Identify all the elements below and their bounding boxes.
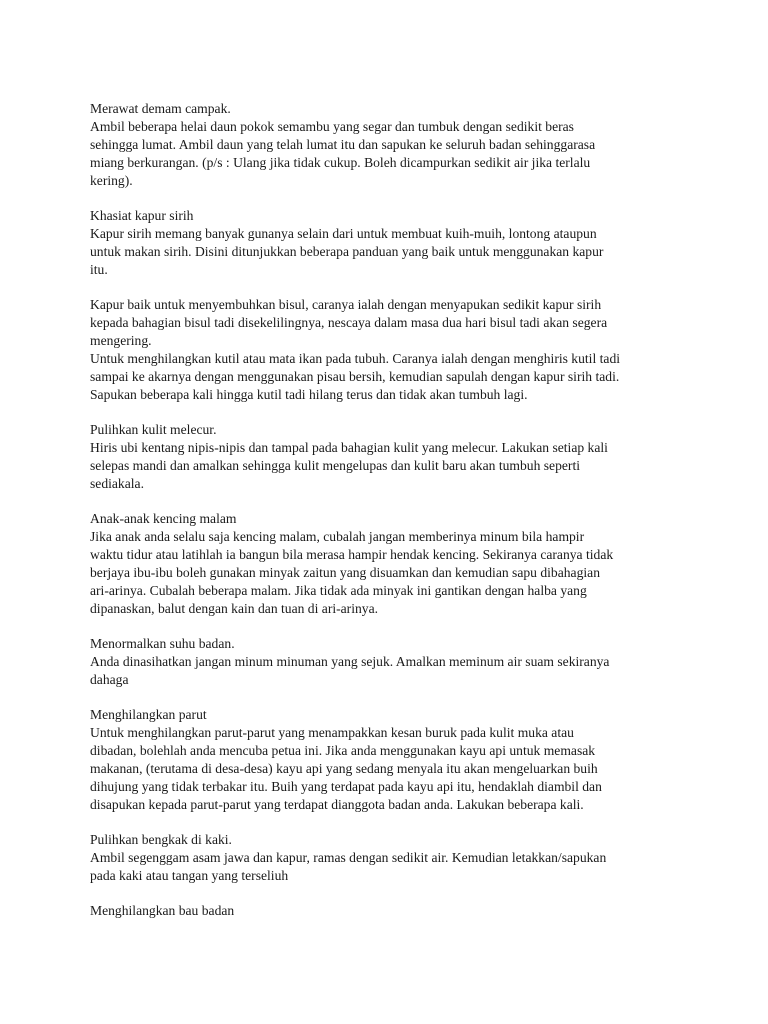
text-line: miang berkurangan. (p/s : Ulang jika tidak cukup. Boleh dicampurkan sedikit air jika terlalu [90,155,591,170]
section-heading: Pulihkan kulit melecur. [90,422,217,437]
text-line: ari-arinya. Cubalah beberapa malam. Jika tidak ada minyak ini gantikan dengan halba yang [90,583,587,598]
section-bau-badan [90,902,700,920]
section-paragraph [90,849,700,885]
section-heading: Pulihkan bengkak di kaki. [90,832,232,847]
text-line: selepas mandi dan amalkan sehingga kulit mengelupas dan kulit baru akan tumbuh seperti [90,458,580,473]
text-line: dahaga [90,672,129,687]
section-paragraph [90,528,700,618]
section-heading: Menormalkan suhu badan. [90,636,235,651]
text-line: makanan, (terutama di desa-desa) kayu api yang sedang menyala itu akan mengeluarkan buih [90,761,598,776]
section-heading: Anak-anak kencing malam [90,511,237,526]
text-line: Ambil segenggam asam jawa dan kapur, ramas dengan sedikit air. Kemudian letakkan/sapukan [90,850,607,865]
text-line: Untuk menghilangkan kutil atau mata ikan pada tubuh. Caranya ialah dengan menghiris kutil tadi [90,351,621,366]
section-heading: Menghilangkan parut [90,707,207,722]
text-line: Sapukan beberapa kali hingga kutil tadi hilang terus dan tidak akan tumbuh lagi. [90,387,528,402]
text-line: waktu tidur atau latihlah ia bangun bila merasa hampir hendak kencing. Sekiranya caranya tidak [90,547,614,562]
text-line: untuk makan sirih. Disini ditunjukkan beberapa panduan yang baik untuk menggunakan kapur [90,244,604,259]
text-line: Kapur baik untuk menyembuhkan bisul, caranya ialah dengan menyapukan sedikit kapur sirih [90,297,602,312]
text-line: kepada bahagian bisul tadi disekelilingnya, nescaya dalam masa dua hari bisul tadi akan segera [90,315,608,330]
text-line: pada kaki atau tangan yang terseliuh [90,868,289,883]
section-heading: Khasiat kapur sirih [90,208,194,223]
text-line: Untuk menghilangkan parut-parut yang menampakkan kesan buruk pada kulit muka atau [90,725,574,740]
document-page [90,100,700,937]
section-paragraph [90,653,700,689]
section-suhu-badan [90,635,700,689]
section-heading: Merawat demam campak. [90,101,231,116]
text-line: Anda dinasihatkan jangan minum minuman yang sejuk. Amalkan meminum air suam sekiranya [90,654,610,669]
text-line: itu. [90,262,108,277]
text-line: disapukan kepada parut-parut yang terdapat dianggota badan anda. Lakukan beberapa kali. [90,797,584,812]
text-line: sediakala. [90,476,144,491]
section-kapur-sirih [90,207,700,404]
text-line: berjaya ibu-ibu boleh gunakan minyak zaitun yang disuamkan dan kemudian sapu dibahagian [90,565,600,580]
text-line: dihujung yang tidak terbakar itu. Buih yang terdapat pada kayu api itu, hendaklah diambil dan [90,779,602,794]
text-line: sampai ke akarnya dengan menggunakan pisau bersih, kemudian sapulah dengan kapur sirih tadi. [90,369,620,384]
section-paragraph [90,118,700,190]
section-heading: Menghilangkan bau badan [90,903,235,918]
text-line: mengering. [90,333,152,348]
text-line: Kapur sirih memang banyak gunanya selain dari untuk membuat kuih-muih, lontong ataupun [90,226,597,241]
section-paragraph [90,439,700,493]
text-line: Hiris ubi kentang nipis-nipis dan tampal pada bahagian kulit yang melecur. Lakukan setiap kali [90,440,608,455]
section-kencing-malam [90,510,700,618]
text-line: Ambil beberapa helai daun pokok semambu yang segar dan tumbuk dengan sedikit beras [90,119,574,134]
section-demam-campak [90,100,700,190]
section-kulit-melecur [90,421,700,493]
text-line: sehingga lumat. Ambil daun yang telah lumat itu dan sapukan ke seluruh badan sehinggarasa [90,137,596,152]
text-line: dibadan, bolehlah anda mencuba petua ini. Jika anda menggunakan kayu api untuk memasak [90,743,596,758]
section-paragraph [90,296,700,404]
section-paragraph [90,225,700,279]
section-parut [90,706,700,814]
section-paragraph [90,724,700,814]
section-bengkak-kaki [90,831,700,885]
text-line: kering). [90,173,133,188]
text-line: dipanaskan, balut dengan kain dan tuan di ari-arinya. [90,601,379,616]
text-line: Jika anak anda selalu saja kencing malam, cubalah jangan memberinya minum bila hampir [90,529,585,544]
